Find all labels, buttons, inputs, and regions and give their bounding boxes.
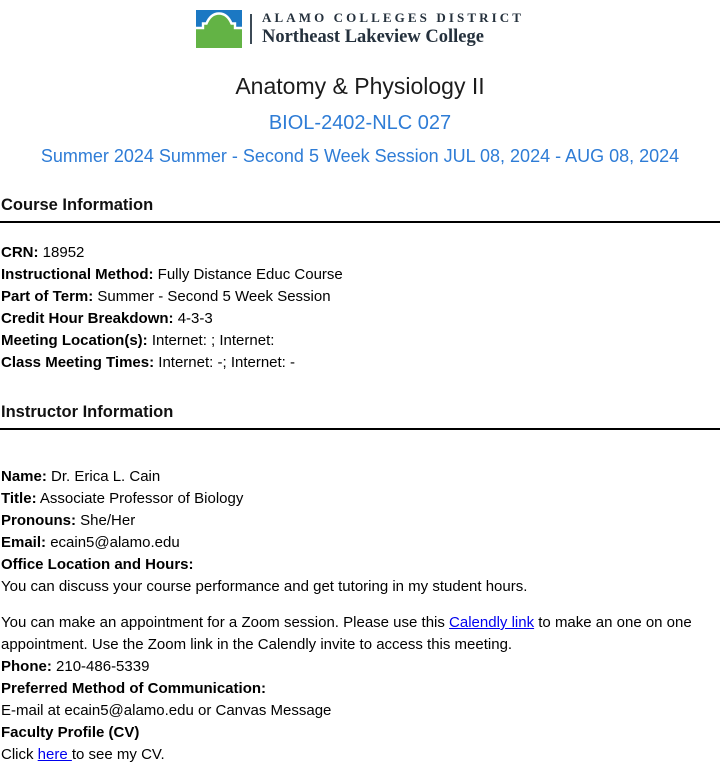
course-information-rows xyxy=(0,242,720,374)
term-dates: Summer 2024 Summer - Second 5 Week Session JUL 08, 2024 - AUG 08, 2024 xyxy=(40,146,680,166)
field-value: She/Her xyxy=(80,512,136,529)
field-value: 18952 xyxy=(42,244,85,261)
field-label: Faculty Profile (CV) xyxy=(1,724,140,741)
logo-district-name: ALAMO COLLEGES DISTRICT xyxy=(261,10,524,25)
course-information-section xyxy=(0,196,720,374)
field-value: Dr. Erica L. Cain xyxy=(51,468,161,485)
field-label: Credit Hour Breakdown: xyxy=(1,310,174,327)
instructor-information-rows xyxy=(0,466,720,766)
course-code: BIOL-2402-NLC 027 xyxy=(268,112,452,134)
preferred-method-row xyxy=(0,678,720,700)
field-label: Meeting Location(s): xyxy=(1,332,148,349)
alamo-facade-icon xyxy=(196,10,242,48)
cv-here-link[interactable]: here xyxy=(37,746,72,763)
field-value: Associate Professor of Biology xyxy=(39,490,244,507)
field-label: Name: xyxy=(1,468,47,485)
class-meeting-times-row xyxy=(0,352,720,374)
field-label: Title: xyxy=(1,490,37,507)
course-information-heading: Course Information xyxy=(0,196,720,223)
field-label: Class Meeting Times: xyxy=(1,354,155,371)
appointment-text-before: You can make an appointment for a Zoom session. Please use this xyxy=(1,614,450,631)
appointment-text xyxy=(0,612,720,656)
appointment-text-after: to make an one on one appointment. Use the Zoom link in the Calendly invite to access this meeting. xyxy=(1,614,692,653)
faculty-profile-row xyxy=(0,722,720,744)
field-value: 210-486-5339 xyxy=(56,658,150,675)
cv-text-before: Click xyxy=(1,746,38,763)
calendly-link[interactable]: Calendly link xyxy=(449,614,535,631)
field-label: Phone: xyxy=(1,658,52,675)
field-value: Fully Distance Educ Course xyxy=(157,266,343,283)
office-location-row xyxy=(0,554,720,576)
field-value: Internet: -; Internet: - xyxy=(158,354,296,371)
field-label: Preferred Method of Communication: xyxy=(1,680,267,697)
alamo-colleges-logo xyxy=(196,10,524,48)
phone-row xyxy=(0,656,720,678)
field-value: Summer - Second 5 Week Session xyxy=(97,288,331,305)
logo-text xyxy=(262,10,524,48)
instructor-information-section xyxy=(0,403,720,766)
field-label: Instructional Method: xyxy=(1,266,154,283)
student-hours-text: You can discuss your course performance and get tutoring in my student hours. xyxy=(1,578,528,595)
field-value: ecain5@alamo.edu xyxy=(50,534,180,551)
instructor-information-heading: Instructor Information xyxy=(0,403,720,430)
crn-row xyxy=(0,242,720,264)
title-row xyxy=(0,488,720,510)
meeting-location-row xyxy=(0,330,720,352)
logo-divider xyxy=(250,14,252,44)
instructional-method-row xyxy=(0,264,720,286)
field-label: CRN: xyxy=(1,244,39,261)
field-value: Internet: ; Internet: xyxy=(151,332,275,349)
field-label: Email: xyxy=(1,534,47,551)
email-row xyxy=(0,532,720,554)
page-header xyxy=(0,0,720,167)
field-value: 4-3-3 xyxy=(177,310,213,327)
cv-text-after: to see my CV. xyxy=(71,746,165,763)
preferred-method-value: E-mail at ecain5@alamo.edu or Canvas Message xyxy=(1,702,332,719)
cv-text xyxy=(0,744,720,766)
part-of-term-row xyxy=(0,286,720,308)
course-title: Anatomy & Physiology II xyxy=(235,73,485,99)
credit-hour-row xyxy=(0,308,720,330)
pronouns-row xyxy=(0,510,720,532)
name-row xyxy=(0,466,720,488)
field-label: Office Location and Hours: xyxy=(1,556,194,573)
field-label: Part of Term: xyxy=(1,288,94,305)
logo-college-name: Northeast Lakeview College xyxy=(261,27,484,47)
field-label: Pronouns: xyxy=(1,512,76,529)
